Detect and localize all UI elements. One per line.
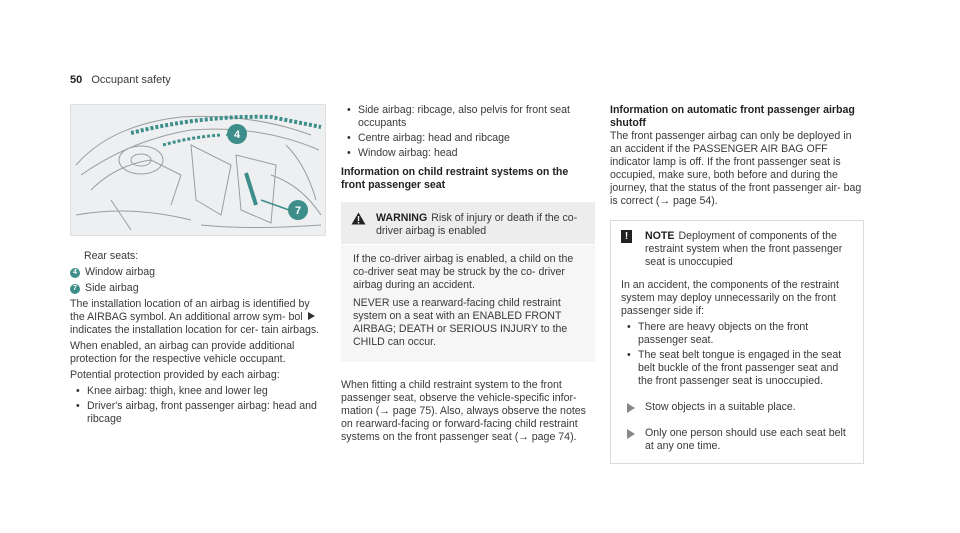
callout-badge: 7: [70, 284, 80, 294]
list-item: • Window airbag: head: [341, 147, 595, 160]
side-airbag-highlight: [246, 173, 256, 205]
list-item: • Centre airbag: head and ribcage: [341, 132, 595, 145]
paragraph: In an accident, the components of the restraint system may deploy unnecessarily on the front passenger side if:: [621, 279, 839, 317]
note-header: [611, 221, 863, 275]
paragraph: [70, 298, 324, 337]
car-interior-drawing: [71, 105, 325, 235]
section-heading: Information on automatic front passenger airbag shutoff: [610, 104, 855, 129]
bullet-list: [341, 104, 595, 160]
paragraph: Potential protection provided by each airbag:: [70, 369, 280, 381]
bullet-list: [621, 321, 853, 388]
exclamation-icon: !: [621, 230, 632, 243]
action-step: [621, 401, 853, 414]
warning-body: [341, 245, 595, 362]
legend-item: [70, 282, 324, 295]
list-item: • Knee airbag: thigh, knee and lower leg: [70, 385, 324, 398]
list-item: • Side airbag: ribcage, also pelvis for front seat occupants: [341, 104, 595, 130]
legend-heading: Rear seats:: [84, 250, 139, 262]
note-box: [610, 220, 864, 464]
column-2: [341, 104, 595, 447]
action-text: Only one person should use each seat belt at any one time.: [645, 427, 846, 452]
note-title: Deployment of components of the restraint system when the front passenger seat is unoccupied: [645, 230, 843, 268]
action-arrow-icon: [627, 403, 635, 413]
column-3: [610, 104, 864, 464]
paragraph: When fitting a child restraint system to the front passenger seat, observe the vehicle-specific infor- mation (→ page 75). Also, always observe the notes on rearward-facing or forward-facing child restraint systems on the front passenger seat (→ page 74).: [341, 379, 586, 443]
play-arrow-icon: [308, 312, 315, 320]
section-title: Occupant safety: [91, 74, 171, 86]
page-number: 50: [70, 74, 83, 86]
paragraph: When enabled, an airbag can provide additional protection for the respective vehicle occupant.: [70, 340, 295, 365]
warning-triangle-icon: [351, 212, 366, 225]
section-heading: Information on child restraint systems on the front passenger seat: [341, 166, 569, 191]
svg-text:4: 4: [233, 129, 241, 141]
list-item: • Driver's airbag, front passenger airbag: head and ribcage: [70, 400, 324, 426]
paragraph-text: indicates the installation location for cer- tain airbags.: [70, 324, 320, 336]
action-text: Stow objects in a suitable place.: [645, 401, 796, 413]
legend-item: [70, 266, 324, 279]
warning-header: [341, 202, 595, 245]
window-airbag-highlight: [131, 117, 321, 133]
column-1: [70, 104, 324, 429]
action-arrow-icon: [627, 429, 635, 439]
callout-badge: 4: [70, 268, 80, 278]
paragraph: The front passenger airbag can only be deployed in an accident if the PASSENGER AIR BAG OFF indicator lamp is off. If the front passenger seat is occupied, make sure, both before and during the journey, that the status of the front passenger air- bag is correct (→ page 54).: [610, 130, 862, 207]
note-label: NOTE: [645, 230, 675, 242]
paragraph: If the co-driver airbag is enabled, a child on the co-driver seat may be struck by the co- driver airbag during an accident.: [353, 253, 574, 291]
note-body: [611, 275, 863, 463]
list-item: • There are heavy objects on the front passenger seat.: [621, 321, 853, 347]
warning-label: WARNING: [376, 212, 428, 224]
warning-title: Risk of injury or death if the co- driver airbag is enabled: [376, 212, 578, 237]
bullet-list: [70, 385, 324, 426]
legend-label: Side airbag: [85, 282, 139, 294]
action-step: [621, 427, 853, 453]
svg-text:7: 7: [294, 205, 302, 217]
paragraph: NEVER use a rearward-facing child restraint system on a seat with an ENABLED FRONT AIRBAG; DEATH or SERIOUS INJURY to the CHILD can occur.: [353, 297, 568, 348]
warning-box: [341, 202, 595, 362]
page-header: [70, 74, 171, 87]
paragraph-text: The installation location of an airbag is identified by the AIRBAG symbol. An additional arrow sym- bol: [70, 298, 310, 323]
list-item: • The seat belt tongue is engaged in the seat belt buckle of the front passenger seat and the front passenger seat is unoccupied.: [621, 349, 853, 388]
airbag-illustration: [70, 104, 326, 236]
legend-label: Window airbag: [85, 266, 156, 278]
